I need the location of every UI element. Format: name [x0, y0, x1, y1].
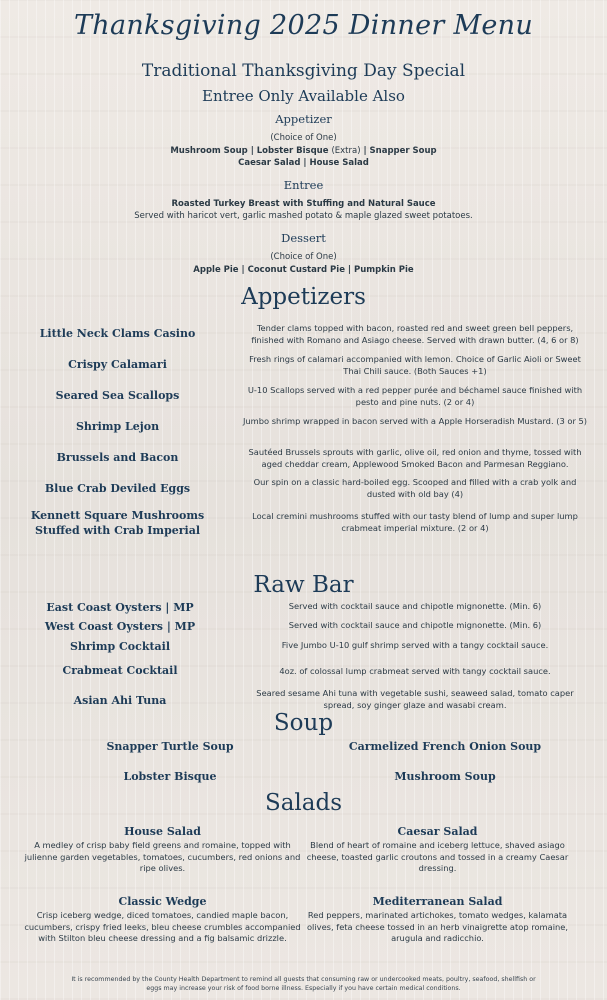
page-title: Thanksgiving 2025 Dinner Menu [73, 10, 534, 41]
appetizer-desc: Local cremini mushrooms stuffed with our tasty blend of lump and super lump crabmeat imperial mixture. (2 or 4) [252, 511, 578, 533]
salad-name: Classic Wedge [118, 895, 207, 908]
appetizer-desc: U-10 Scallops served with a red pepper purée and béchamel sauce finished with pesto and pine nuts. (2 or 4) [247, 385, 583, 407]
appetizer-name: Brussels and Bacon [56, 451, 179, 464]
special-appetizer-choice: (Choice of One) [270, 133, 337, 143]
appetizer-desc: Sautéed Brussels sprouts with garlic, olive oil, red onion and thyme, tossed with aged cheddar cream, Applewood Smoked Bacon and Parmesan Reggiano. [248, 447, 582, 469]
special-dessert-choice: (Choice of One) [270, 252, 337, 262]
salad-name: Mediterranean Salad [372, 895, 503, 908]
raw-bar-desc: Five Jumbo U-10 gulf shrimp served with a tangy cocktail sauce. [281, 640, 549, 650]
appetizer-desc: Jumbo shrimp wrapped in bacon served with a Apple Horseradish Mustard. (3 or 5) [242, 416, 588, 426]
special-dessert-heading: Dessert [281, 231, 326, 245]
appetizer-name: Kennett Square Mushrooms Stuffed with Crab Imperial [30, 509, 205, 538]
special-entree-name: Roasted Turkey Breast with Stuffing and Natural Sauce [171, 199, 436, 209]
appetizer-name: Shrimp Lejon [75, 420, 160, 433]
salads-heading: Salads [264, 790, 343, 816]
salad-desc: Blend of heart of romaine and iceberg lettuce, shaved asiago cheese, toasted garlic croutons and tossed in a creamy Caesar dressing. [306, 840, 569, 874]
raw-bar-heading: Raw Bar [253, 572, 354, 598]
appetizer-name: Blue Crab Deviled Eggs [44, 482, 191, 495]
special-title: Traditional Thanksgiving Day Special [141, 61, 466, 81]
appetizers-heading: Appetizers [241, 284, 366, 310]
soup-heading: Soup [273, 710, 334, 736]
salad-desc: Crisp iceberg wedge, diced tomatoes, candied maple bacon, cucumbers, crispy fried leeks, bleu cheese crumbles accompanied with Stilton bleu cheese dressing and a fig balsamic drizzle. [24, 910, 301, 944]
appetizer-desc: Fresh rings of calamari accompanied with lemon. Choice of Garlic Aioli or Sweet Thai Chili sauce. (Both Sauces +1) [249, 354, 581, 376]
raw-bar-name: Crabmeat Cocktail [62, 664, 178, 677]
special-dessert-items: Apple Pie | Coconut Custard Pie | Pumpkin Pie [193, 265, 414, 275]
appetizer-name: Little Neck Clams Casino [39, 327, 196, 340]
raw-bar-name: West Coast Oysters | MP [44, 620, 196, 633]
raw-bar-desc: Served with cocktail sauce and chipotle mignonette. (Min. 6) [288, 620, 542, 630]
special-appetizer-line1-a: Mushroom Soup | Lobster Bisque [170, 146, 332, 156]
soup-item: Lobster Bisque [123, 770, 217, 783]
appetizer-name: Seared Sea Scallops [55, 389, 180, 402]
appetizer-desc: Our spin on a classic hard-boiled egg. Scooped and filled with a crab yolk and dusted with old bay (4) [253, 477, 577, 499]
raw-bar-desc: 4oz. of colossal lump crabmeat served with tangy cocktail sauce. [279, 666, 551, 676]
raw-bar-desc: Served with cocktail sauce and chipotle mignonette. (Min. 6) [288, 601, 542, 611]
special-appetizer-line2: Caesar Salad | House Salad [238, 158, 369, 168]
raw-bar-name: Shrimp Cocktail [69, 640, 171, 653]
special-appetizer-heading: Appetizer [275, 112, 332, 126]
appetizer-name: Crispy Calamari [68, 358, 167, 371]
raw-bar-name: Asian Ahi Tuna [73, 694, 167, 707]
salad-desc: Red peppers, marinated artichokes, tomato wedges, kalamata olives, feta cheese tossed in an herb vinaigrette atop romaine, arugula and radicchio. [306, 910, 569, 944]
special-entree-heading: Entree [283, 178, 324, 192]
soup-item: Carmelized French Onion Soup [348, 740, 542, 753]
soup-item: Mushroom Soup [394, 770, 496, 783]
raw-bar-name: East Coast Oysters | MP [46, 601, 194, 614]
special-entree-desc: Served with haricot vert, garlic mashed potato & maple glazed sweet potatoes. [134, 211, 473, 221]
salad-name: House Salad [124, 825, 201, 838]
special-appetizer-options [0, 146, 607, 156]
raw-bar-desc: Seared sesame Ahi tuna with vegetable sushi, seaweed salad, tomato caper spread, soy ginger glaze and wasabi cream. [256, 688, 574, 710]
salad-name: Caesar Salad [397, 825, 478, 838]
soup-item: Snapper Turtle Soup [106, 740, 234, 753]
special-appetizer-line1-c: | Snapper Soup [360, 146, 437, 156]
special-appetizer-line1-b: (Extra) [331, 146, 361, 156]
health-disclaimer: It is recommended by the County Health Department to remind all guests that consuming raw or undercooked meats, poultry, seafood, shellfish or eggs may increase your risk of food borne illness. Especially if you have certain medical conditions. [71, 976, 536, 993]
appetizer-desc: Tender clams topped with bacon, roasted red and sweet green bell peppers, finished with Romano and Asiago cheese. Served with drawn butter. (4, 6 or 8) [251, 323, 579, 345]
salad-desc: A medley of crisp baby field greens and romaine, topped with julienne garden vegetables, tomatoes, cucumbers, red onions and ripe olives. [24, 840, 301, 874]
special-subtitle: Entree Only Available Also [202, 87, 405, 105]
